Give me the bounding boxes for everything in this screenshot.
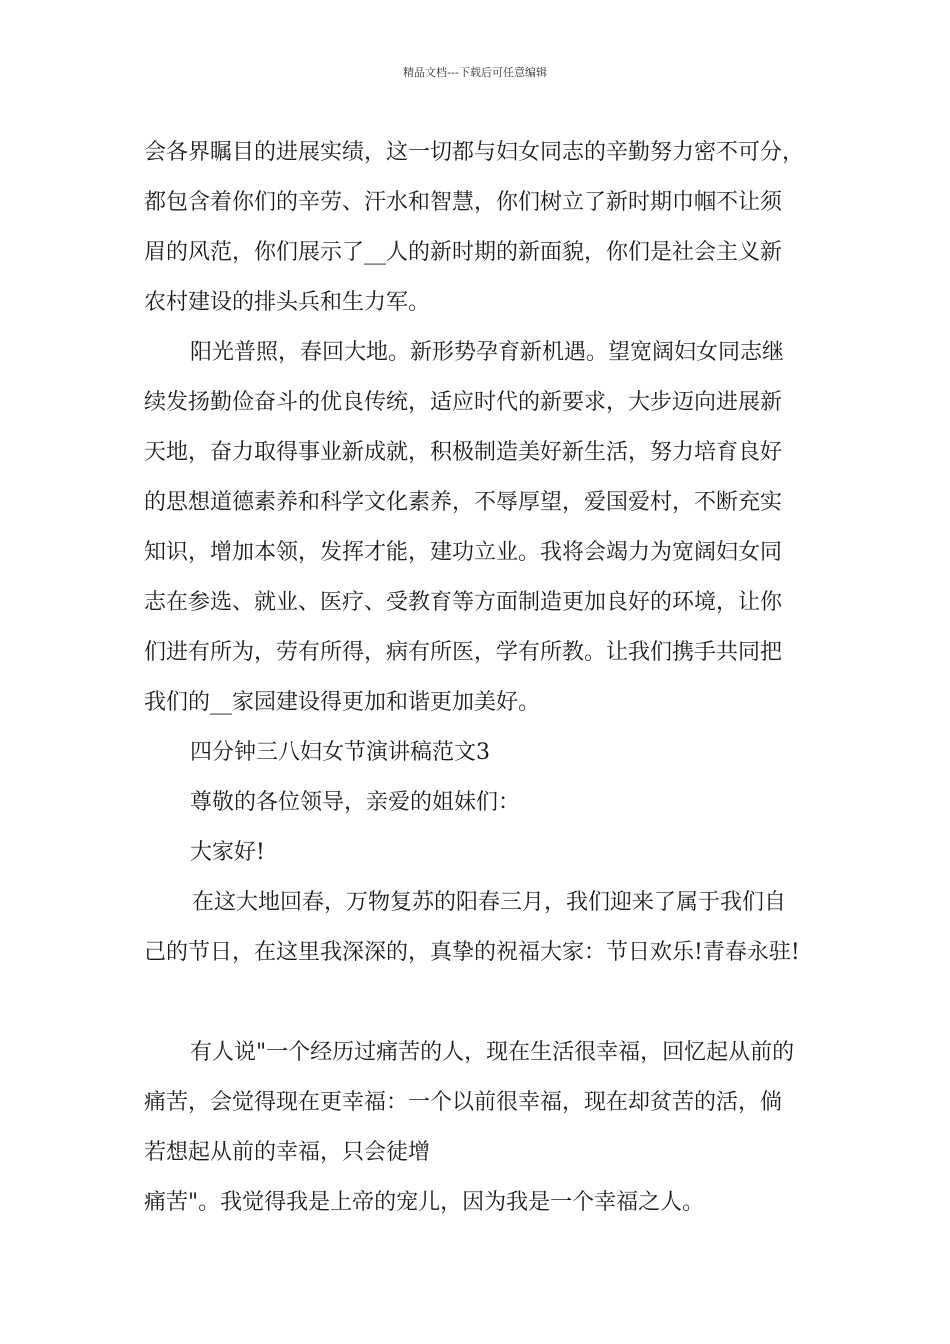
paragraph [144, 1028, 824, 1228]
paragraph [144, 328, 824, 728]
text-line: 若想起从前的幸福，只会徒增 [144, 1140, 431, 1165]
text-line: 阳光普照，春回大地。新形势孕育新机遇。望宽阔妇女同志继 [190, 340, 785, 365]
paragraph [144, 128, 824, 328]
text-line: 会各界瞩目的进展实绩，这一切都与妇女同志的辛勤努力密不可分， [144, 140, 805, 165]
text-line: 己的节日，在这里我深深的，真挚的祝福大家：节日欢乐!青春永驻! [144, 940, 800, 965]
text-line: 知识，增加本领，发挥才能，建功立业。我将会竭力为宽阔妇女同 [144, 540, 783, 565]
text-line: 的思想道德素养和科学文化素养，不辱厚望，爱国爱村，不断充实 [144, 490, 783, 515]
section-title: 四分钟三八妇女节演讲稿范文3 [190, 740, 490, 765]
text-line: 在这大地回春，万物复苏的阳春三月，我们迎来了属于我们自 [192, 890, 787, 915]
text-line: 们进有所为，劳有所得，病有所医，学有所教。让我们携手共同把 [144, 640, 783, 665]
text-line: 我们的__家园建设得更加和谐更加美好。 [144, 690, 541, 715]
text-line: 痛苦"。我觉得我是上帝的宠儿，因为我是一个幸福之人。 [144, 1190, 705, 1215]
text-line: 续发扬勤俭奋斗的优良传统，适应时代的新要求，大步迈向进展新 [144, 390, 783, 415]
text-line: 农村建设的排头兵和生力军。 [144, 290, 431, 315]
salutation: 尊敬的各位领导，亲爱的姐妹们： [190, 790, 521, 815]
text-line: 都包含着你们的辛劳、汗水和智慧，你们树立了新时期巾帼不让须 [144, 190, 783, 215]
paragraph [144, 878, 824, 978]
greeting: 大家好! [190, 840, 265, 865]
page-header: 精品文档---下载后可任意编辑 [403, 66, 547, 79]
blank-line [144, 978, 824, 1028]
text-line: 有人说"一个经历过痛苦的人，现在生活很幸福，回忆起从前的 [190, 1040, 795, 1065]
text-line: 痛苦，会觉得现在更幸福：一个以前很幸福，现在却贫苦的活，倘 [144, 1090, 783, 1115]
text-line: 天地，奋力取得事业新成就，积极制造美好新生活，努力培育良好 [144, 440, 783, 465]
document-body [144, 128, 824, 1228]
text-line: 眉的风范，你们展示了__人的新时期的新面貌，你们是社会主义新 [144, 240, 783, 265]
text-line: 志在参选、就业、医疗、受教育等方面制造更加良好的环境，让你 [144, 590, 783, 615]
